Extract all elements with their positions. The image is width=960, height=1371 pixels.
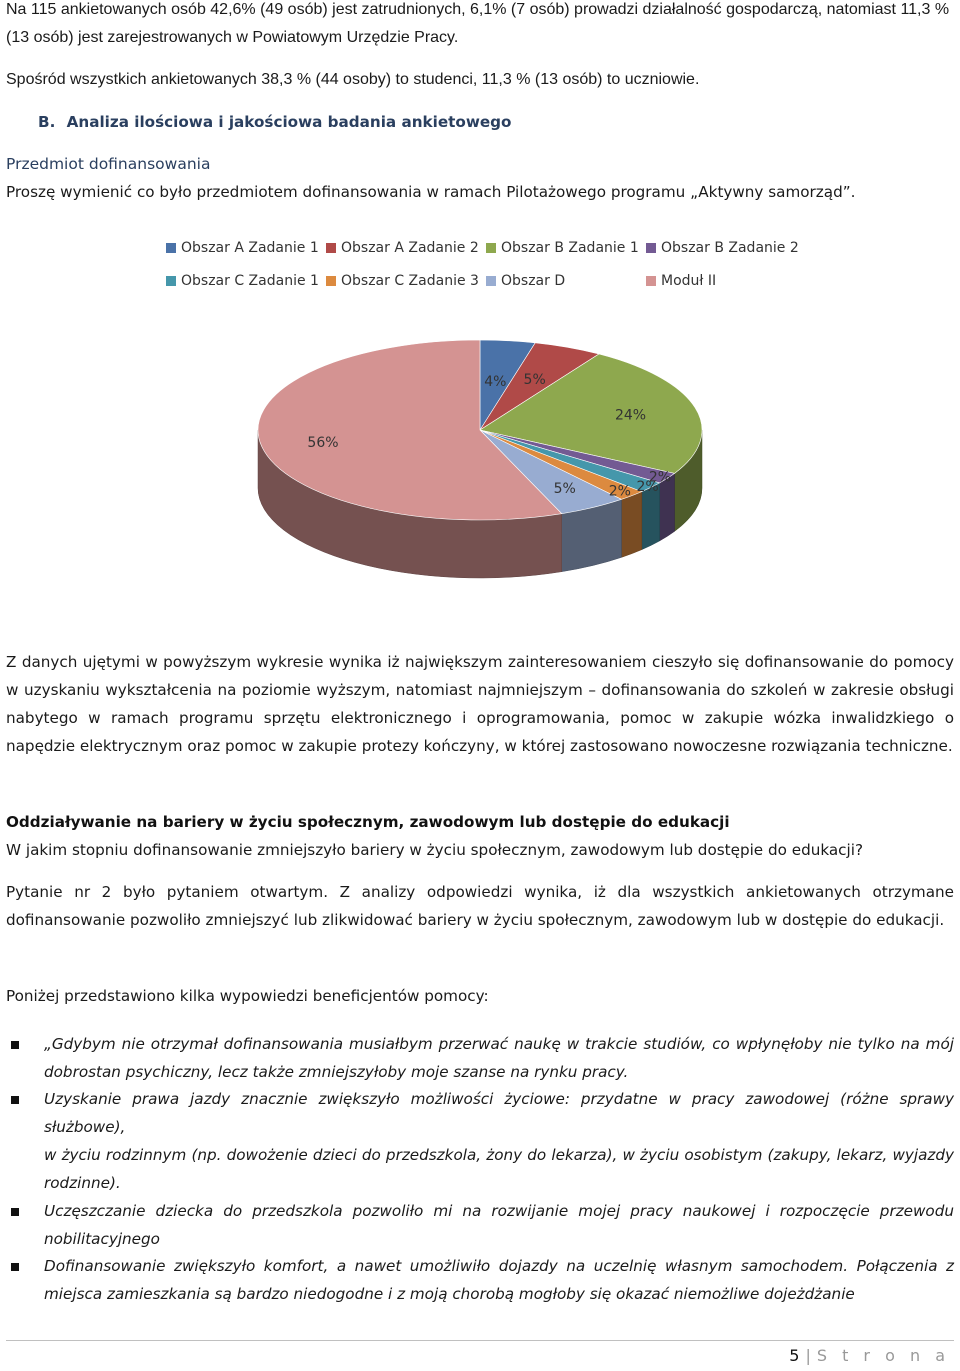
legend-item xyxy=(486,240,639,256)
quote-text: Uzyskanie prawa jazdy znacznie zwiększyło możliwości życiowe: przydatne w pracy zawodowej (różne sprawy służbowe), xyxy=(44,1090,954,1136)
conclusion-paragraph: Z danych ujętymi w powyższym wykresie wynika iż największym zainteresowaniem cieszyło się dofinansowanie do pomocy w uzyskaniu wykształcenia na poziomie wyższym, natomiast najmniejszym – dofinansowania do szkoleń w zakresie obsługi nabytego w ramach programu sprzętu elektronicznego i oprogramowania, pomoc w zakupie wózka inwalidzkiego o napędzie elektrycznym oraz pomoc w zakupie protezy kończyny, w której zastosowano nowoczesne rozwiązania techniczne. xyxy=(6,653,954,755)
footer-divider xyxy=(6,1340,954,1341)
legend-item xyxy=(326,273,479,289)
quote-text: Uczęszczanie dziecka do przedszkola pozwoliło mi na rozwijanie mojej pracy naukowej i rozpoczęcie przewodu nobilitacyjnego xyxy=(44,1202,954,1248)
legend-label: Obszar B Zadanie 1 xyxy=(501,240,639,256)
intro-paragraph-1: Na 115 ankietowanych osób 42,6% (49 osób) jest zatrudnionych, 6,1% (7 osób) prowadzi działalność gospodarczą, natomiast 11,3 % (13 osób) jest zarejestrowanych w Powiatowym Urzędzie Pracy. xyxy=(6,1,950,46)
pie-data-label: 56% xyxy=(307,435,339,452)
barriers-heading: Oddziaływanie na bariery w życiu społecznym, zawodowym lub dostępie do edukacji xyxy=(6,813,730,831)
section-b-heading xyxy=(38,108,938,136)
legend-swatch xyxy=(646,243,656,253)
quote-text: Dofinansowanie zwiększyło komfort, a nawet umożliwiło dojazdy na uczelnię własnym samochodem. Połączenia z miejsca zamieszkania są bardzo niedogodne i z moją chorobą mogłoby się okazać niemożliwe dojeżdżanie xyxy=(44,1257,954,1303)
legend-label: Obszar C Zadanie 1 xyxy=(181,273,319,289)
pie-data-label: 4% xyxy=(484,373,507,390)
barriers-question: W jakim stopniu dofinansowanie zmniejszyło bariery w życiu społecznym, zawodowym lub dostępie do edukacji? xyxy=(6,841,864,859)
barriers-answer: Pytanie nr 2 było pytaniem otwartym. Z analizy odpowiedzi wynika, iż dla wszystkich ankietowanych otrzymane dofinansowanie pozwoliło zmniejszyć lub zlikwidować bariery w życiu społecznym, zawodowym lub w dostępie do edukacji. xyxy=(6,883,954,929)
legend-label: Obszar D xyxy=(501,273,566,289)
bullet-square-icon xyxy=(11,1263,19,1271)
legend-item xyxy=(166,273,319,289)
pie-data-label: 2% xyxy=(636,479,659,496)
legend-label: Obszar C Zadanie 3 xyxy=(341,273,479,289)
quote-text: „Gdybym nie otrzymał dofinansowania musiałbym przerwać naukę w trakcie studiów, co wpłynęłoby nie tylko na mój dobrostan psychiczny, lecz także zmniejszyłoby moje szanse na rynku pracy. xyxy=(44,1035,954,1081)
pie-data-label: 24% xyxy=(614,407,647,424)
pie-chart xyxy=(0,300,960,620)
pie-data-label: 2% xyxy=(648,469,672,486)
pie-top-faces xyxy=(258,340,702,520)
legend-item xyxy=(326,240,479,256)
legend-item xyxy=(646,240,799,256)
pie-data-label: 2% xyxy=(608,483,631,500)
bullet-square-icon xyxy=(11,1096,19,1104)
section-b-number: B. xyxy=(38,113,56,131)
legend-label: Obszar A Zadanie 2 xyxy=(341,240,479,256)
legend-label: Obszar A Zadanie 1 xyxy=(181,240,319,256)
legend-swatch xyxy=(326,276,336,286)
legend-swatch xyxy=(486,276,496,286)
bullet-square-icon xyxy=(11,1208,19,1216)
bullet-square-icon xyxy=(11,1041,19,1049)
legend-item xyxy=(486,273,565,289)
subject-heading: Przedmiot dofinansowania xyxy=(6,155,211,173)
section-b-title: Analiza ilościowa i jakościowa badania ankietowego xyxy=(66,113,512,131)
legend-swatch xyxy=(166,276,176,286)
legend-swatch xyxy=(326,243,336,253)
quote-text-continued: w życiu rodzinnym (np. dowożenie dzieci do przedszkola, żony do lekarza), w życiu osobistym (zakupy, lekarz, wyjazdy rodzinne). xyxy=(44,1146,954,1192)
page-number: 5 xyxy=(789,1346,800,1365)
pie-slice-side xyxy=(622,492,642,558)
pie-data-label: 5% xyxy=(553,481,576,498)
legend-label: Moduł II xyxy=(661,273,717,289)
quotes-intro: Poniżej przedstawiono kilka wypowiedzi beneficjentów pomocy: xyxy=(6,987,489,1005)
legend-item xyxy=(646,273,716,289)
legend-label: Obszar B Zadanie 2 xyxy=(661,240,799,256)
legend-item xyxy=(166,240,319,256)
intro-paragraph-2: Spośród wszystkich ankietowanych 38,3 % (44 osoby) to studenci, 11,3 % (13 osób) to uczniowie. xyxy=(6,71,700,88)
legend-swatch xyxy=(166,243,176,253)
footer-separator: | xyxy=(805,1346,811,1365)
legend-swatch xyxy=(646,276,656,286)
footer-label: S t r o n a xyxy=(816,1346,950,1365)
pie-data-label: 5% xyxy=(523,371,546,388)
subject-question: Proszę wymienić co było przedmiotem dofinansowania w ramach Pilotażowego programu „Aktywny samorząd”. xyxy=(6,183,856,201)
legend-swatch xyxy=(486,243,496,253)
page-footer xyxy=(789,1346,950,1365)
